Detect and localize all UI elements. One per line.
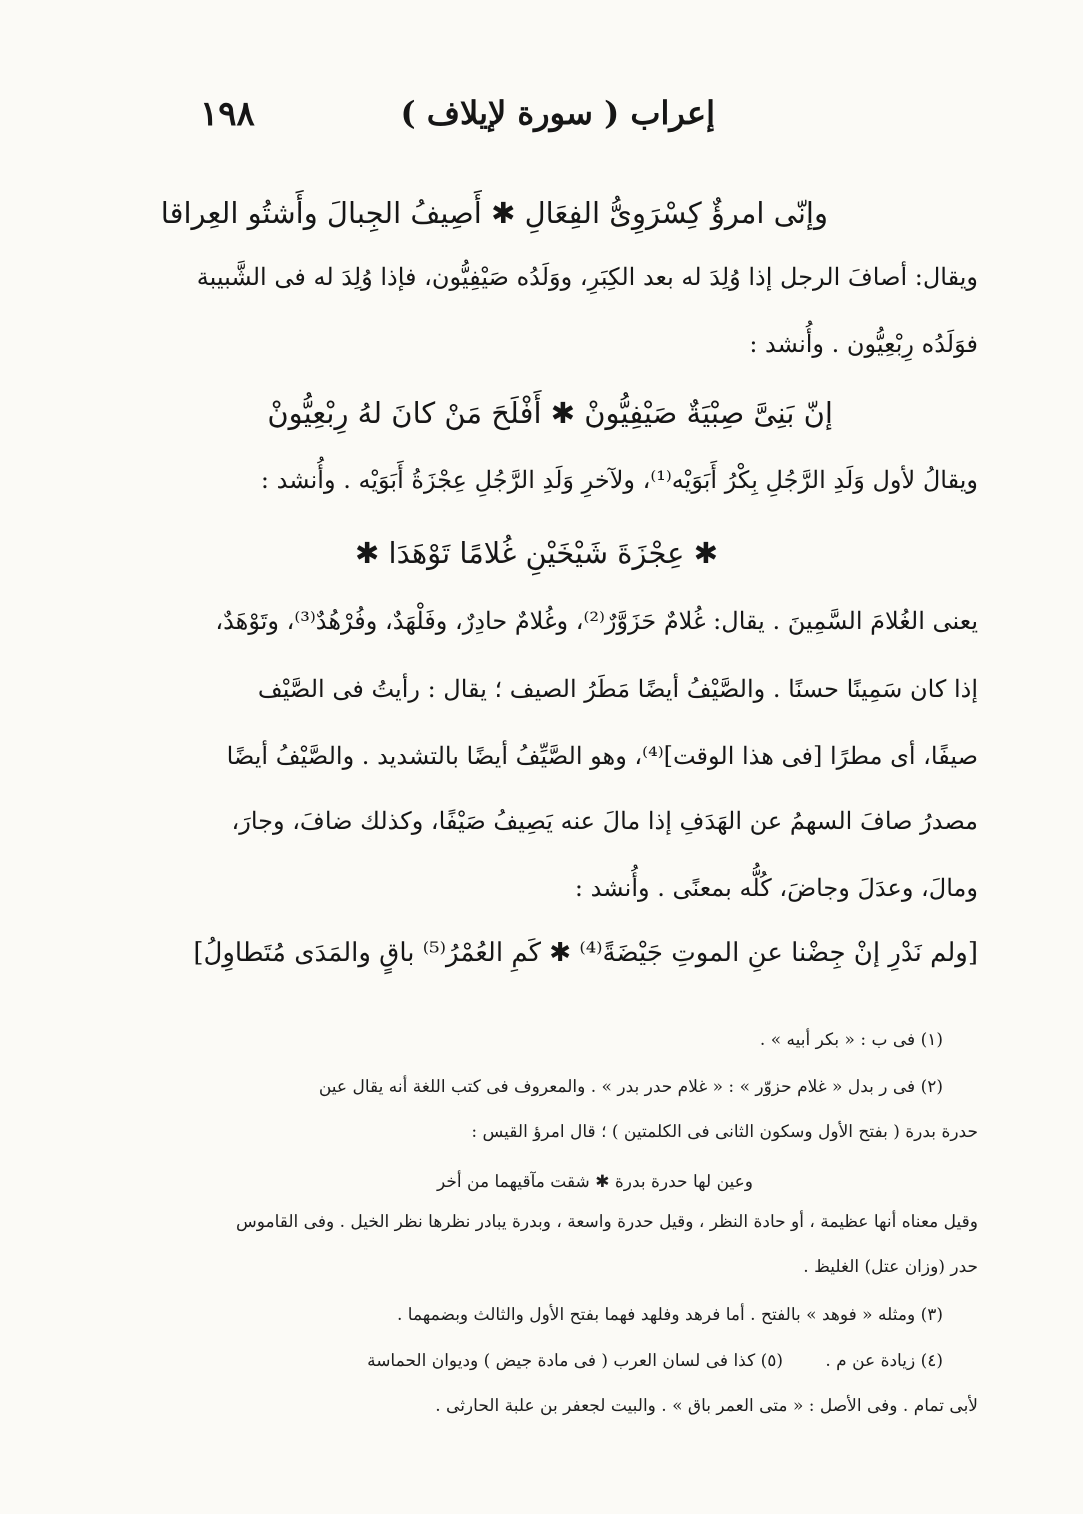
footnote-2-line-4: حدر (وزان عتل) الغليظ . <box>803 1257 978 1277</box>
paragraph-1-line-1: ويقال: أصافَ الرجل إذا وُلِدَ له بعد الكِبَرِ، ووَلَدُه صَيْفِيُّون، فإذا وُلِدَ له فى الشَّبيبة <box>196 263 978 291</box>
footnote-2-verse: وعين لها حدرة بدرة ✱ شقت مآقيهما من أخر <box>437 1172 753 1192</box>
running-title: إعراب ( سورة لإيلاف ) <box>400 94 715 132</box>
footnote-4: (٤) زيادة عن م . <box>825 1351 943 1371</box>
footnote-3: (٣) ومثله « فوهد » بالفتح . أما فرهد وفلهد فهما بفتح الأول والثالث وبضمهما . <box>396 1305 943 1325</box>
footnote-2-line-1: (٢) فى ر بدل « غلام حزوّر » : « غلام حدر بدر » . والمعروف فى كتب اللغة أنه يقال عين <box>318 1077 943 1097</box>
footnote-1: (١) فى ب : « بكر أبيه » . <box>759 1030 943 1050</box>
footnote-2-line-3: وقيل معناه أنها عظيمة ، أو حادة النظر ، وقيل حدرة واسعة ، وبدرة يبادر نظرها نظر الخيل . وفى القاموس <box>235 1212 978 1232</box>
verse-1: وإنّى امرؤٌ كِسْرَوِىُّ الفِعَالِ ✱ أَصِيفُ الجِبالَ وأَشتُو العِراقا <box>160 196 828 230</box>
page-header <box>200 94 970 144</box>
footnote-2-line-2: حدرة بدرة ( بفتح الأول وسكون الثانى فى الكلمتين ) ؛ قال امرؤ القيس : <box>471 1122 978 1142</box>
verse-2: إنّ بَنِىَّ صِبْيَةٌ صَيْفِيُّونْ ✱ أَفْلَحَ مَنْ كانَ لهُ رِبْعِيُّونْ <box>267 396 833 430</box>
paragraph-3-line-5: ومالَ، وعدَلَ وجاضَ، كُلُّه بمعنًى . وأُنشد : <box>574 874 978 902</box>
page-number: ١٩٨ <box>200 94 255 134</box>
paragraph-3-line-3: صيفًا، أى مطرًا [فى هذا الوقت]⁽⁴⁾، وهو الصَّيِّفُ أيضًا بالتشديد . والصَّيْفُ أيضًا <box>226 742 978 770</box>
verse-3: ✱ عِجْزَةَ شَيْخَيْنِ غُلامًا تَوْهَدَا ✱ <box>355 536 718 570</box>
paragraph-2-line-1: ويقالُ لأول وَلَدِ الرَّجُلِ بِكْرُ أَبَوَيْه⁽¹⁾، ولآخرِ وَلَدِ الرَّجُلِ عِجْزَةُ أَبَوَيْه . وأُنشد : <box>260 466 978 494</box>
paragraph-3-line-2: إذا كان سَمِينًا حسنًا . والصَّيْفُ أيضًا مَطَرُ الصيف ؛ يقال : رأيتُ فى الصَّيْف <box>257 675 978 703</box>
footnote-5-line-1: (٥) كذا فى لسان العرب ( فى مادة جيض ) وديوان الحماسة <box>367 1351 783 1371</box>
paragraph-1-line-2: فوَلَدُه رِبْعِيُّون . وأُنشد : <box>749 330 978 358</box>
paragraph-3-line-1: يعنى الغُلامَ السَّمِينَ . يقال: غُلامٌ حَزَوَّرٌ⁽²⁾، وغُلامٌ حادِرٌ، وفَلْهَدٌ، وفُرْهُدٌ⁽³⁾، وتَوْهَدٌ، <box>215 607 978 635</box>
verse-4: [ولم نَدْرِ إنْ جِضْنا عنِ الموتِ جَيْضَةً⁽⁴⁾ ✱ كَمِ العُمْرُ⁽⁵⁾ باقٍ والمَدَى مُتَطاوِلُ] <box>193 938 978 968</box>
footnote-5-line-2: لأبى تمام . وفى الأصل : « متى العمر باق » . والبيت لجعفر بن علبة الحارثى . <box>435 1396 978 1416</box>
paragraph-3-line-4: مصدرُ صافَ السهمُ عن الهَدَفِ إذا مالَ عنه يَصِيفُ صَيْفًا، وكذلك ضافَ، وجارَ، <box>231 807 978 835</box>
